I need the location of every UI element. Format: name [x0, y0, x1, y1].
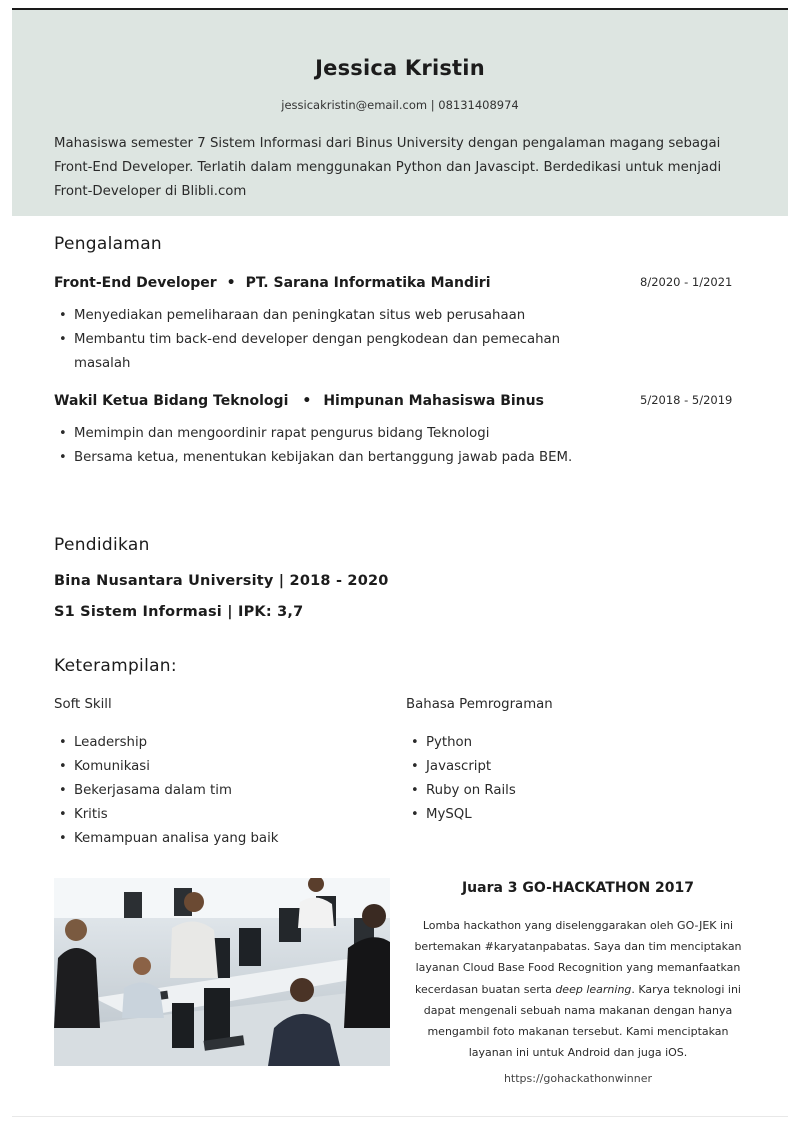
team-office-photo — [54, 878, 390, 1066]
education-school: Bina Nusantara University | 2018 - 2020 — [54, 573, 389, 589]
programming-list — [406, 731, 726, 827]
job-2-org: Himpunan Mahasiswa Binus — [323, 393, 544, 409]
education-section-title: Pendidikan — [54, 535, 150, 555]
experience-section-title: Pengalaman — [54, 234, 162, 254]
soft-skill-list — [54, 731, 374, 851]
separator-dot: • — [226, 275, 236, 291]
job-1-bullets — [54, 304, 614, 376]
education-degree: S1 Sistem Informasi | IPK: 3,7 — [54, 604, 304, 620]
list-item: • Menyediakan pemeliharaan dan peningkatan situs web perusahaan — [54, 304, 614, 328]
separator-dot: • — [302, 393, 312, 409]
job-1-title — [54, 275, 491, 291]
award-desc-text: . Karya teknologi ini dapat mengenali sebuah nama makanan dengan hanya mengambil foto makanan tersebut. Kami menciptakan layanan ini untuk Android dan juga iOS. — [423, 982, 741, 1060]
list-item: • Kemampuan analisa yang baik — [54, 827, 374, 851]
award-desc-emphasis: deep learning — [555, 982, 632, 996]
award-title: Juara 3 GO-HACKATHON 2017 — [461, 880, 695, 896]
job-1-role: Front-End Developer — [54, 275, 217, 291]
programming-heading: Bahasa Pemrograman — [406, 697, 553, 712]
list-item: • Bekerjasama dalam tim — [54, 779, 374, 803]
job-1-org: PT. Sarana Informatika Mandiri — [245, 275, 491, 291]
list-item: • Komunikasi — [54, 755, 374, 779]
list-item: • Leadership — [54, 731, 374, 755]
list-item: • Python — [406, 731, 726, 755]
list-item: • Javascript — [406, 755, 726, 779]
list-item: • Bersama ketua, menentukan kebijakan dan bertanggung jawab pada BEM. — [54, 446, 654, 470]
list-item: • Kritis — [54, 803, 374, 827]
job-2-role: Wakil Ketua Bidang Teknologi — [54, 393, 289, 409]
list-item: • MySQL — [406, 803, 726, 827]
job-2-bullets — [54, 422, 654, 470]
list-item: • Membantu tim back-end developer dengan pengkodean dan pemecahan masalah — [54, 328, 614, 376]
skills-section-title: Keterampilan: — [54, 656, 177, 676]
soft-skill-heading: Soft Skill — [54, 697, 112, 712]
award-desc-text: Lomba hackathon yang diselenggarakan oleh GO-JEK ini bertemakan #karyatanpabatas. Saya dan tim menciptakan layanan Cloud Base Food Recognition yang memanfaatkan kecerdasan buatan serta — [414, 919, 742, 996]
contact-info: jessicakristin@email.com | 08131408974 — [281, 98, 519, 112]
job-2-date: 5/2018 - 5/2019 — [640, 393, 733, 407]
profile-summary: Mahasiswa semester 7 Sistem Informasi dari Binus University dengan pengalaman magang sebagai Front-End Developer. Terlatih dalam menggunakan Python dan Javascipt. Berdedikasi untuk menjadi Front-Developer di Blibli.com — [54, 136, 722, 199]
office-illustration — [54, 878, 390, 1066]
job-2-title — [54, 393, 544, 409]
candidate-name: Jessica Kristin — [315, 56, 485, 80]
bottom-border-line — [12, 1116, 788, 1117]
list-item: • Ruby on Rails — [406, 779, 726, 803]
award-link[interactable]: https://gohackathonwinner — [503, 1072, 653, 1085]
resume-header — [12, 10, 788, 216]
list-item: • Memimpin dan mengoordinir rapat pengurus bidang Teknologi — [54, 422, 654, 446]
job-1-date: 8/2020 - 1/2021 — [640, 275, 733, 289]
award-description — [404, 915, 752, 1063]
